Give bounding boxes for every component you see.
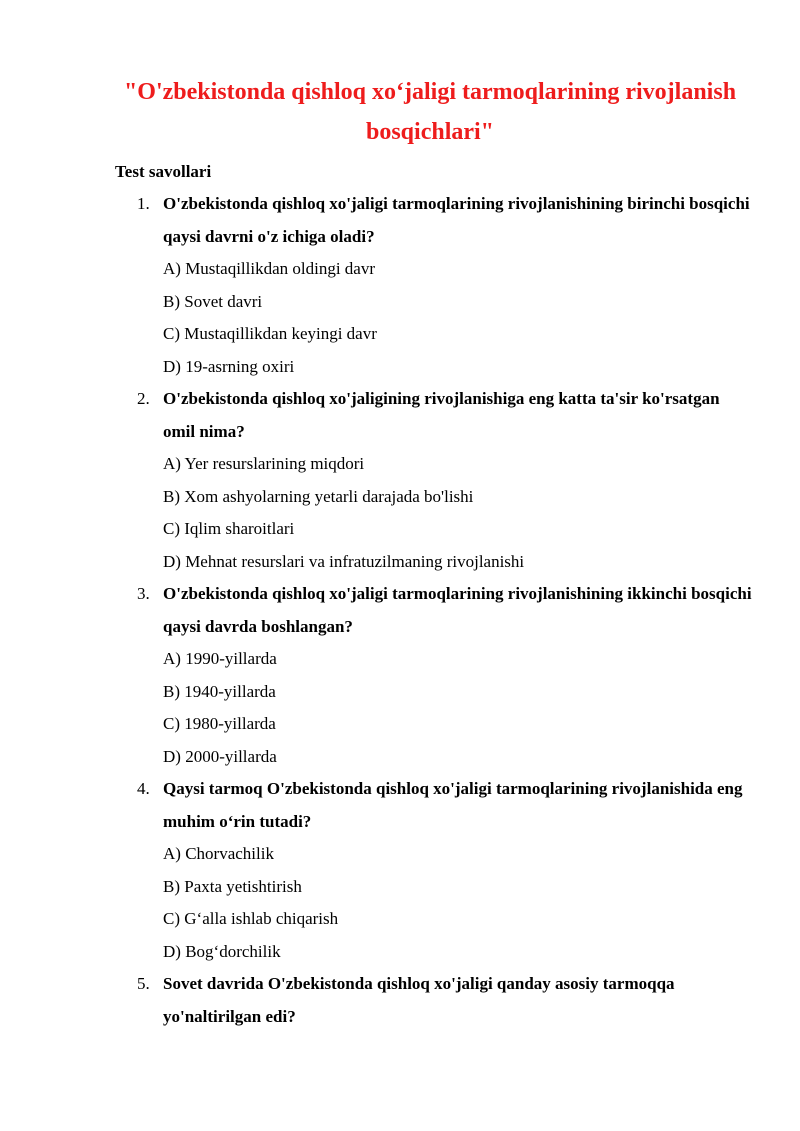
question-number: 2. (137, 389, 150, 408)
question-number: 3. (137, 584, 150, 603)
question-item (115, 188, 755, 383)
answer-option: A) Mustaqillikdan oldingi davr (163, 259, 376, 278)
question-number: 4. (137, 779, 150, 798)
answer-option: A) Yer resurslarining miqdori (163, 454, 365, 473)
answer-option: C) Iqlim sharoitlari (163, 519, 295, 538)
answer-option: D) Bog‘dorchilik (163, 941, 281, 961)
answer-option: B) Xom ashyolarning yetarli darajada bo'lishi (163, 486, 474, 506)
answer-option: B) 1940-yillarda (163, 681, 276, 701)
question-list (115, 188, 755, 1033)
question-item (115, 578, 755, 773)
answer-option: A) Chorvachilik (163, 844, 274, 863)
question-text: O'zbekistonda qishloq xo'jaligining rivojlanishiga eng katta ta'sir ko'rsatgan omil nima? (163, 389, 720, 441)
answer-option: A) 1990-yillarda (163, 649, 277, 668)
answer-option: D) Mehnat resurslari va infratuzilmaning rivojlanishi (163, 551, 525, 571)
question-item (115, 383, 755, 578)
question-item (115, 773, 755, 968)
question-text: Qaysi tarmoq O'zbekistonda qishloq xo'jaligi tarmoqlarining rivojlanishida eng muhim o‘rin tutadi? (163, 779, 743, 831)
answer-option: D) 19-asrning oxiri (163, 356, 295, 376)
answer-option: B) Sovet davri (163, 291, 263, 311)
question-number: 1. (137, 194, 150, 213)
answer-option: C) G‘alla ishlab chiqarish (163, 909, 339, 928)
answer-option: D) 2000-yillarda (163, 746, 277, 766)
section-label: Test savollari (115, 162, 212, 181)
answer-option: B) Paxta yetishtirish (163, 876, 302, 896)
question-text: O'zbekistonda qishloq xo'jaligi tarmoqlarining rivojlanishining ikkinchi bosqichi qaysi davrda boshlangan? (163, 584, 752, 636)
document-title: "O'zbekistonda qishloq xo‘jaligi tarmoqlarining rivojlanish bosqichlari" (123, 79, 737, 145)
question-item (115, 968, 755, 1033)
question-number: 5. (137, 974, 150, 993)
question-text: Sovet davrida O'zbekistonda qishloq xo'jaligi qanday asosiy tarmoqqa yo'naltirilgan edi? (163, 974, 675, 1026)
answer-option: C) Mustaqillikdan keyingi davr (163, 324, 377, 343)
answer-option: C) 1980-yillarda (163, 714, 276, 733)
question-text: O'zbekistonda qishloq xo'jaligi tarmoqlarining rivojlanishining birinchi bosqichi qaysi davrni o'z ichiga oladi? (163, 194, 750, 246)
